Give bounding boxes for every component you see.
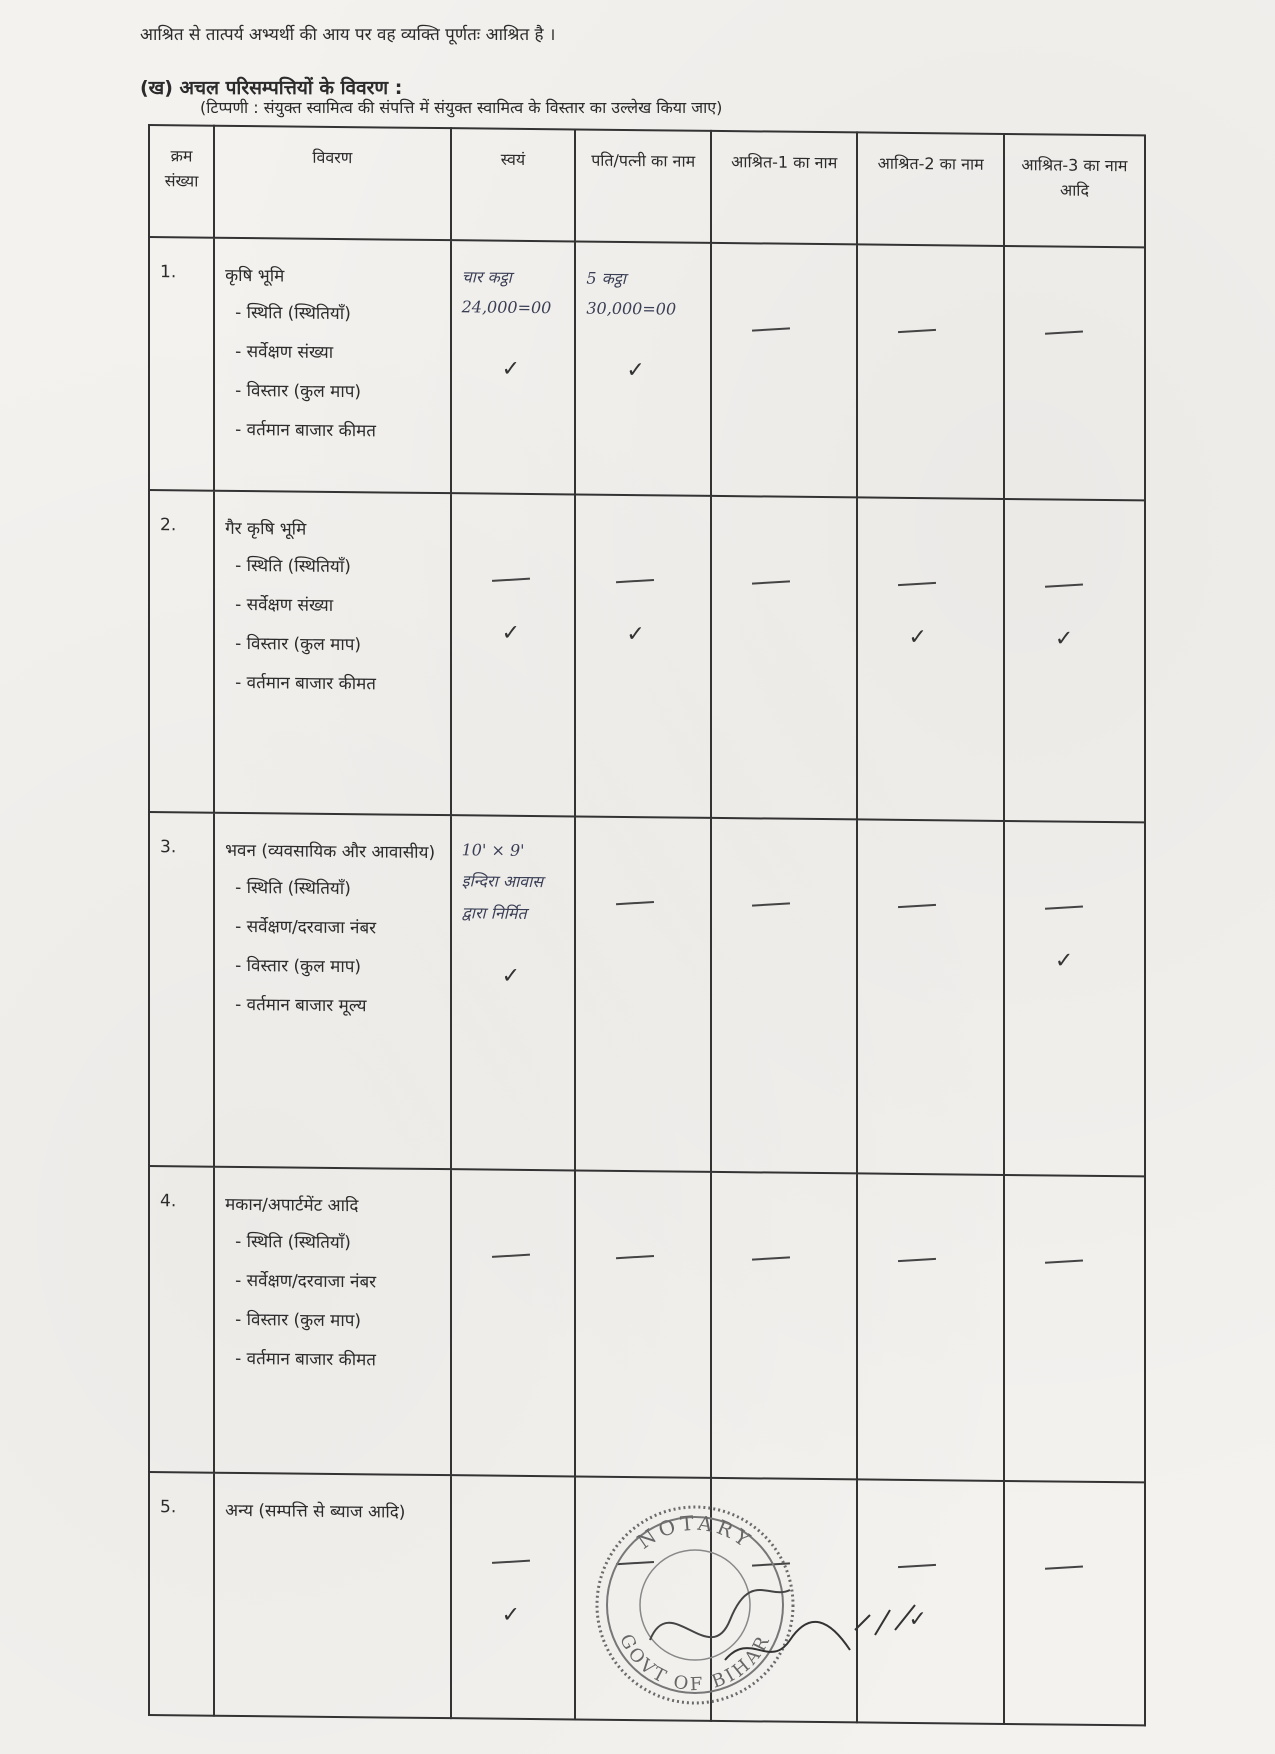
- check-mark-icon: ✓: [501, 1602, 521, 1629]
- cell-dep2: [857, 244, 1003, 499]
- row-number: 3.: [149, 812, 214, 1166]
- dash-mark: [492, 578, 530, 582]
- row-number: 2.: [149, 490, 214, 813]
- cell-spouse: [575, 1170, 711, 1478]
- row-description: [214, 238, 451, 494]
- row-item: - स्थिति (स्थितियाँ): [235, 556, 351, 578]
- col-header-dep3: आश्रित-3 का नाम आदि: [1004, 134, 1145, 247]
- col-header-dep1: आश्रित-1 का नाम: [711, 131, 857, 245]
- row-description: [214, 813, 451, 1169]
- seal-bottom-text: GOVT OF BIHAR: [615, 1630, 775, 1696]
- check-mark-icon: ✓: [626, 622, 645, 648]
- handwritten-entry: 5 कट्ठा: [586, 268, 626, 289]
- row-item: - सर्वेक्षण/दरवाजा नंबर: [235, 1270, 377, 1293]
- cell-dep3: [1004, 246, 1145, 501]
- row-item: - सर्वेक्षण संख्या: [235, 341, 334, 363]
- row-title: अन्य (सम्पत्ति से ब्याज आदि): [225, 1500, 406, 1523]
- row-number: 5.: [149, 1472, 214, 1716]
- handwritten-entry: 30,000=00: [586, 298, 677, 319]
- handwritten-entry: चार कट्ठा: [461, 267, 512, 287]
- cell-self: [451, 494, 576, 817]
- dash-mark: [752, 327, 790, 331]
- cell-self: [451, 1475, 576, 1719]
- cell-spouse: [575, 817, 711, 1172]
- cell-dep2: [857, 498, 1003, 822]
- table-row: [149, 237, 1145, 501]
- row-title: भवन (व्यवसायिक और आवासीय): [225, 841, 436, 864]
- cell-dep1: [711, 496, 857, 820]
- dash-mark: [898, 329, 936, 333]
- cell-self: [451, 1169, 576, 1476]
- dash-mark: [898, 582, 936, 586]
- check-mark-icon: ✓: [501, 964, 521, 990]
- check-mark-icon: ✓: [501, 356, 521, 382]
- col-header-dep2: आश्रित-2 का नाम: [857, 132, 1003, 246]
- section-heading: (ख) अचल परिसम्पत्तियों के विवरण :: [140, 77, 403, 99]
- dash-mark: [616, 1255, 654, 1259]
- check-mark-icon: ✓: [1054, 948, 1074, 975]
- cell-self: [451, 816, 576, 1171]
- row-item: - विस्तार (कुल माप): [235, 380, 362, 403]
- row-number: 1.: [149, 237, 214, 491]
- row-item: - विस्तार (कुल माप): [235, 1309, 362, 1332]
- row-item: - वर्तमान बाजार कीमत: [235, 673, 376, 695]
- cell-spouse: [575, 495, 711, 818]
- check-mark-icon: ✓: [908, 1607, 927, 1633]
- cell-dep1: [711, 243, 857, 498]
- immovable-assets-table: [148, 124, 1146, 1726]
- handwritten-entry: द्वारा निर्मित: [461, 903, 527, 924]
- dash-mark: [1045, 1566, 1083, 1570]
- section-note: (टिप्पणी : संयुक्त स्वामित्व की संपत्ति में संयुक्त स्वामित्व के विस्तार का उल्लेख किया जाए): [200, 98, 723, 117]
- row-title: कृषि भूमि: [225, 265, 285, 287]
- row-item: - वर्तमान बाजार कीमत: [235, 1348, 376, 1371]
- cell-dep3: [1004, 499, 1145, 822]
- handwritten-entry: 24,000=00: [461, 297, 552, 318]
- check-mark-icon: ✓: [501, 621, 521, 647]
- seal-top-text: NOTARY: [632, 1510, 758, 1554]
- dash-mark: [752, 903, 790, 907]
- handwritten-entry: 10' × 9': [461, 840, 525, 861]
- row-number: 4.: [149, 1166, 214, 1473]
- dash-mark: [492, 1254, 530, 1258]
- dash-mark: [898, 1258, 936, 1262]
- row-title: गैर कृषि भूमि: [225, 519, 307, 541]
- dash-mark: [752, 1256, 790, 1260]
- cell-dep2: [857, 820, 1003, 1175]
- table-row: [149, 812, 1145, 1176]
- cell-dep1: [711, 818, 857, 1173]
- handwritten-entry: इन्दिरा आवास: [461, 871, 544, 892]
- row-title: मकान/अपार्टमेंट आदि: [225, 1194, 359, 1217]
- dash-mark: [492, 1560, 530, 1564]
- row-item: - सर्वेक्षण संख्या: [235, 595, 334, 617]
- row-item: - स्थिति (स्थितियाँ): [235, 878, 351, 900]
- table-header-row: [149, 125, 1145, 247]
- dash-mark: [898, 1564, 936, 1568]
- col-header-spouse: पति/पत्नी का नाम: [575, 129, 711, 242]
- table-row: [149, 1166, 1145, 1483]
- dash-mark: [1045, 906, 1083, 910]
- cell-self: [451, 240, 576, 495]
- col-header-sno: क्रम संख्या: [149, 125, 214, 238]
- dash-mark: [752, 581, 790, 585]
- row-item: - विस्तार (कुल माप): [235, 634, 362, 656]
- cell-dep2: [857, 1173, 1003, 1481]
- col-header-desc: विवरण: [214, 126, 451, 240]
- cell-dep3: [1004, 821, 1145, 1176]
- check-mark-icon: ✓: [908, 625, 927, 651]
- dash-mark: [1045, 1259, 1083, 1263]
- dash-mark: [1045, 330, 1083, 334]
- dash-mark: [898, 904, 936, 908]
- row-item: - सर्वेक्षण/दरवाजा नंबर: [235, 917, 377, 939]
- dash-mark: [616, 901, 654, 905]
- row-item: - वर्तमान बाजार कीमत: [235, 419, 376, 442]
- table-row: [149, 490, 1145, 822]
- check-mark-icon: ✓: [1054, 626, 1074, 653]
- dash-mark: [616, 579, 654, 583]
- row-item: - वर्तमान बाजार मूल्य: [235, 995, 367, 1017]
- row-description: [214, 1167, 451, 1476]
- row-description: [214, 491, 451, 815]
- intro-line: आश्रित से तात्पर्य अभ्यर्थी की आय पर वह व्यक्ति पूर्णतः आश्रित है ।: [140, 25, 556, 45]
- check-mark-icon: ✓: [626, 358, 645, 384]
- row-item: - स्थिति (स्थितियाँ): [235, 302, 351, 325]
- row-item: - स्थिति (स्थितियाँ): [235, 1231, 351, 1254]
- col-header-self: स्वयं: [451, 128, 576, 241]
- cell-spouse: [575, 241, 711, 496]
- row-description: [214, 1473, 451, 1718]
- cell-dep3: [1004, 1481, 1145, 1725]
- row-item: - विस्तार (कुल माप): [235, 956, 362, 978]
- signature-scribble: [720, 1590, 920, 1680]
- cell-dep1: [711, 1172, 857, 1480]
- cell-dep3: [1004, 1175, 1145, 1483]
- dash-mark: [1045, 584, 1083, 588]
